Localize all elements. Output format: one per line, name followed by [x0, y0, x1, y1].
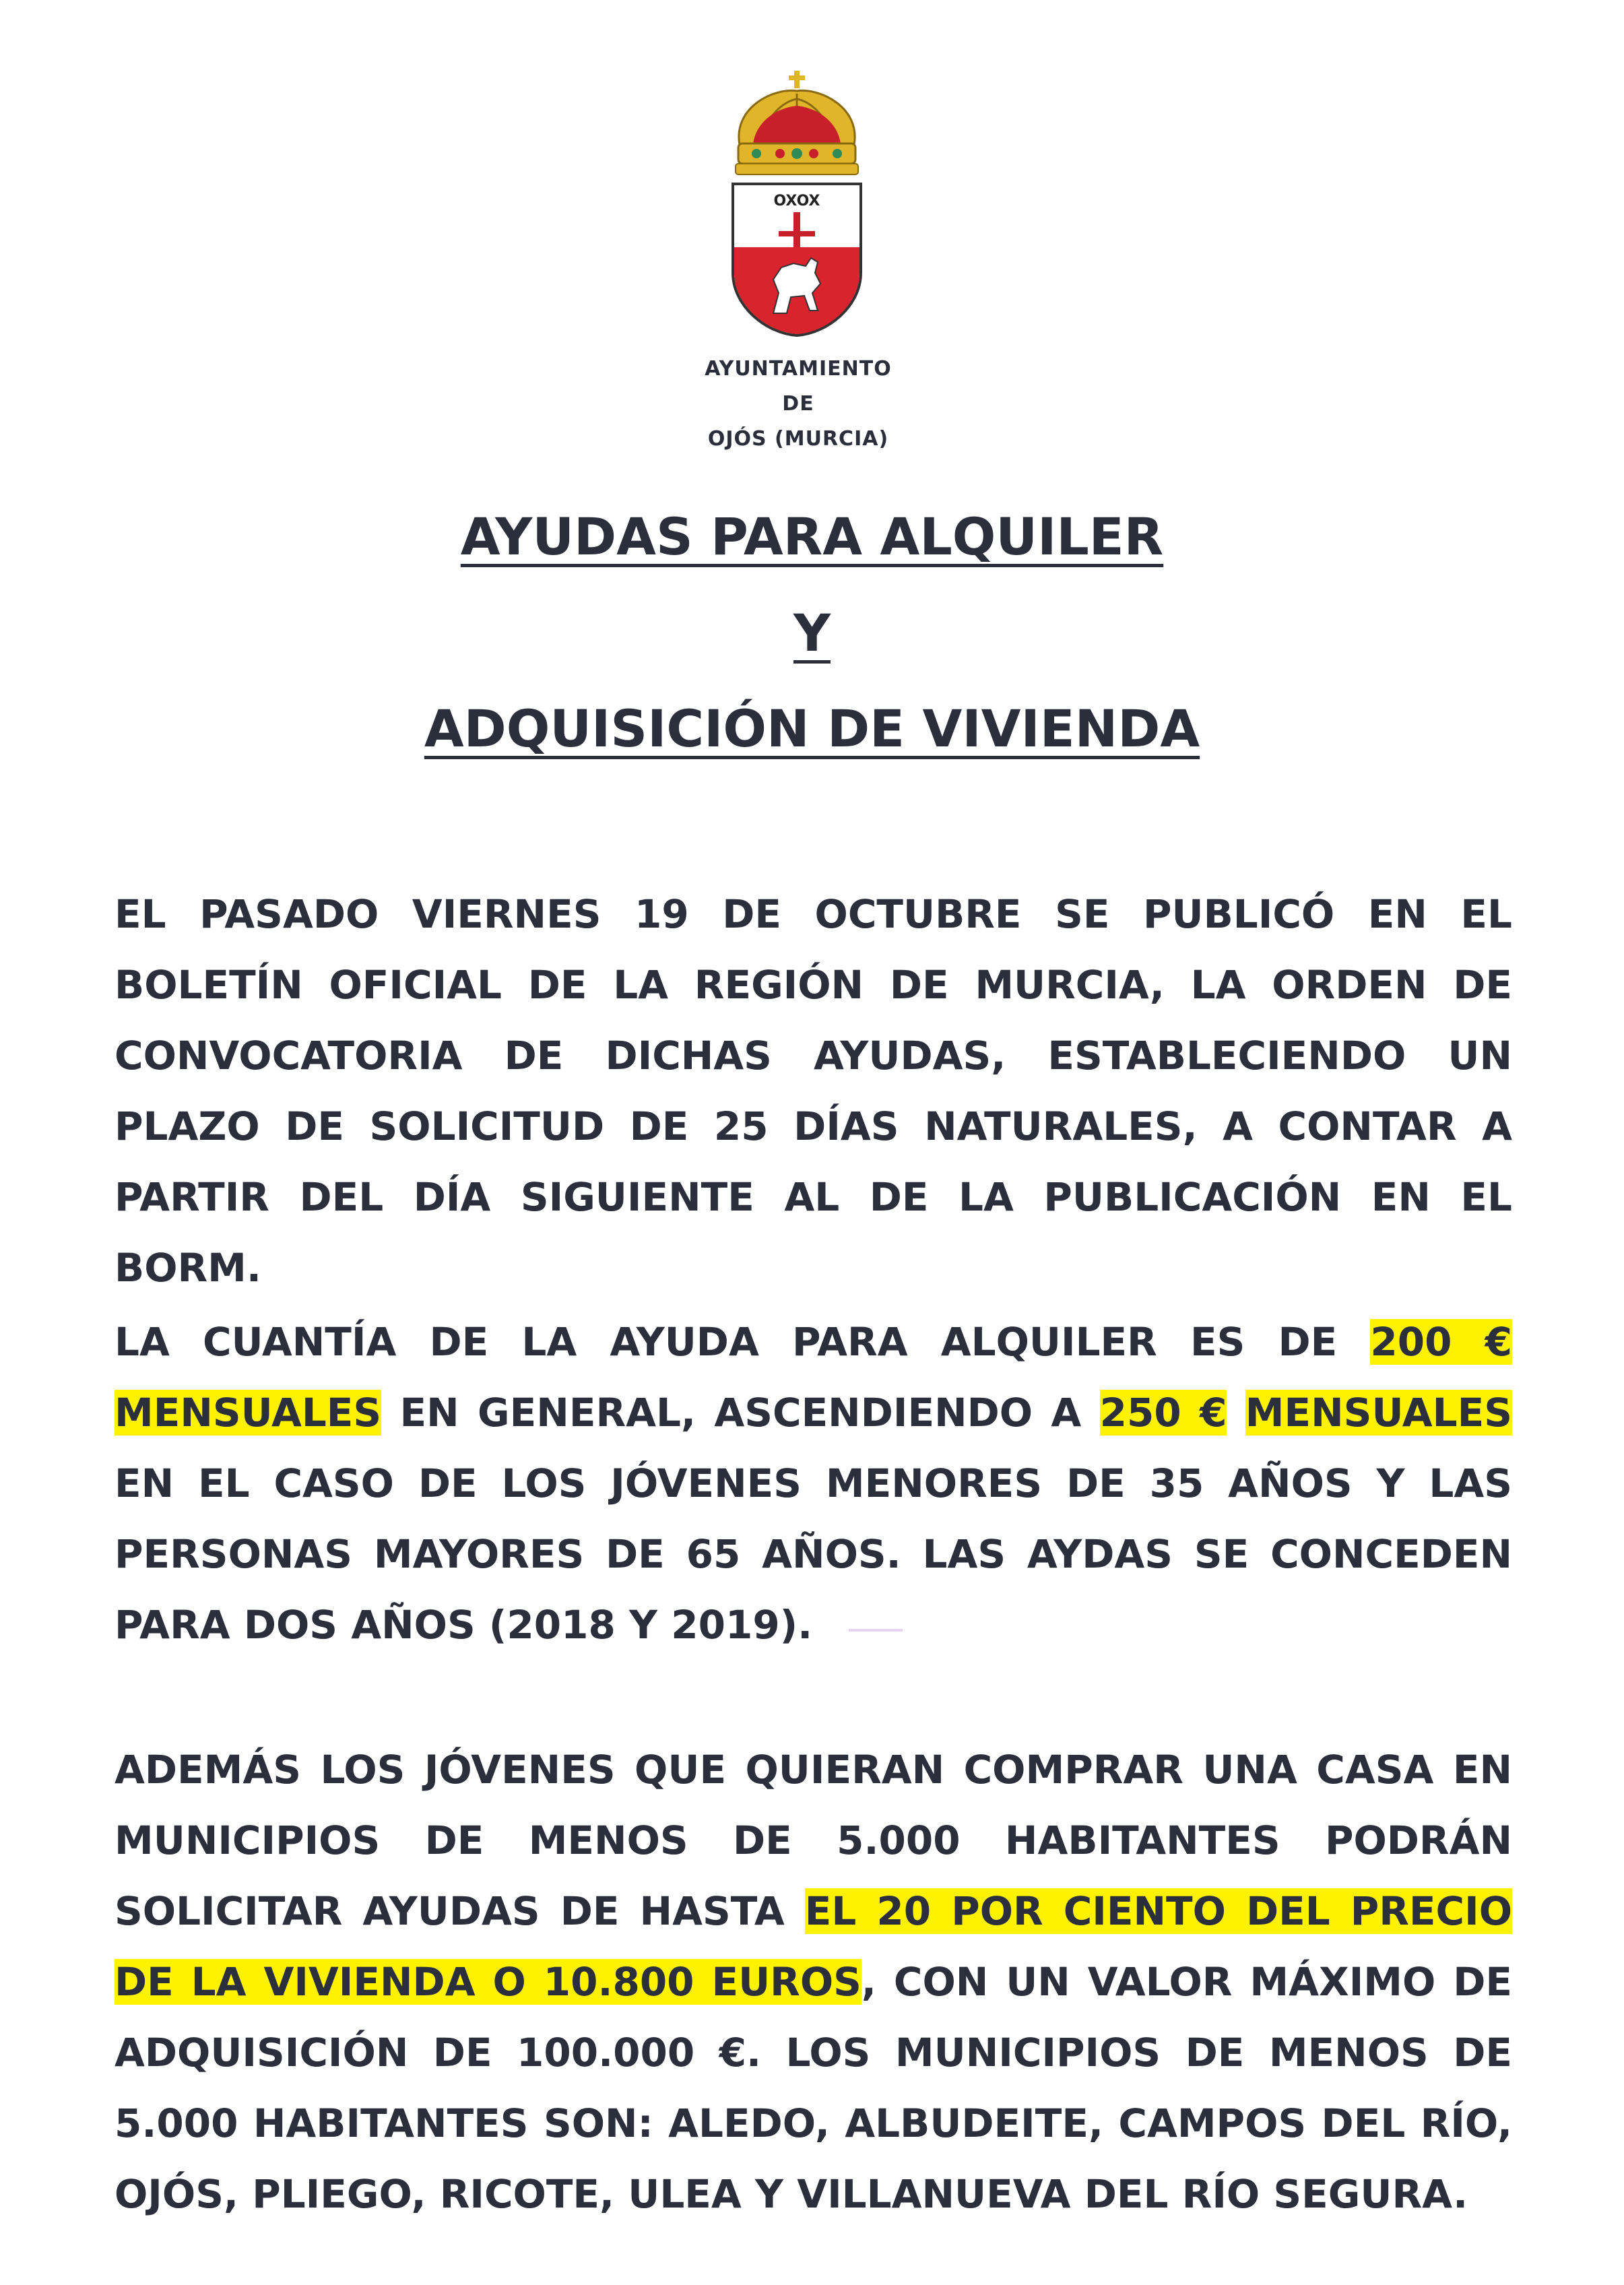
paragraph-rent-amount: [115, 1307, 1512, 1661]
highlight-mensuales: MENSUALES: [1245, 1390, 1512, 1436]
org-line-de: DE: [782, 392, 814, 416]
highlight-200-euros: 200 € MENSUALES: [115, 1319, 1512, 1436]
paragraph-purchase-aid: [115, 1735, 1512, 2230]
crest-top-cross-horizontal: [789, 75, 805, 80]
paragraph-publication: EL PASADO VIERNES 19 DE OCTUBRE SE PUBLICÓ EN EL BOLETÍN OFICIAL DE LA REGIÓN DE MURCIA, LA ORDEN DE CONVOCATORIA DE DICHAS AYUDAS, ESTABLECIENDO UN PLAZO DE SOLICITUD DE 25 DÍAS NATURALES, A CONTAR A PARTIR DEL DÍA SIGUIENTE AL DE LA PUBLICACIÓN EN EL BORM.: [115, 891, 1512, 1291]
title-line-1-text: AYUDAS PARA ALQUILER: [460, 507, 1164, 567]
title-line-2-text: Y: [793, 603, 831, 663]
title-line-3-text: ADQUISICIÓN DE VIVIENDA: [424, 699, 1200, 759]
org-line-municipality: OJÓS (MURCIA): [707, 427, 889, 451]
crown-jewel-1: [752, 149, 761, 158]
crest-banner-text: OXOX: [773, 193, 820, 210]
coat-of-arms-icon: [726, 71, 868, 337]
paragraph-rent-text-3: EN EL CASO DE LOS JÓVENES MENORES DE 35 AÑOS Y LAS PERSONAS MAYORES DE 65 AÑOS. LAS AYDAS SE CONCEDEN PARA DOS AÑOS (2018 Y 2019).: [115, 1460, 1512, 1648]
title-line-2: [0, 603, 1624, 663]
paragraph-purchase-text-1: ADEMÁS LOS JÓVENES QUE QUIERAN COMPRAR UNA CASA EN MUNICIPIOS DE MENOS DE 5.000 HABITANTES PODRÁN SOLICITAR AYUDAS DE HASTA: [115, 1747, 1512, 1934]
crown-jewel-2: [775, 149, 785, 158]
highlight-20-percent: EL 20 POR CIENTO DEL PRECIO DE LA VIVIENDA O 10.800 EUROS: [115, 1888, 1512, 2005]
crown-jewel-5: [833, 149, 842, 158]
title-line-3: [0, 699, 1624, 759]
crown-base: [736, 164, 858, 174]
org-line-ayuntamiento: AYUNTAMIENTO: [705, 357, 892, 381]
scan-mark: [849, 1629, 903, 1632]
paragraph-purchase-text-2: , CON UN VALOR MÁXIMO DE ADQUISICIÓN DE 100.000 €. LOS MUNICIPIOS DE MENOS DE 5.000 HABITANTES SON: ALEDO, ALBUDEITE, CAMPOS DEL RÍO, OJÓS, PLIEGO, RICOTE, ULEA Y VILLANUEVA DEL RÍO SEGURA.: [115, 1959, 1512, 2217]
paragraph-rent-text-1: LA CUANTÍA DE LA AYUDA PARA ALQUILER ES DE: [115, 1319, 1371, 1365]
title-line-1: [0, 507, 1624, 567]
crown-jewel-4: [809, 149, 818, 158]
highlight-250-euros: 250 €: [1099, 1390, 1227, 1436]
paragraph-rent-text-2: EN GENERAL, ASCENDIENDO A: [381, 1390, 1100, 1436]
paragraph-rent-space: [1227, 1390, 1245, 1436]
crown-jewel-3: [791, 148, 802, 159]
